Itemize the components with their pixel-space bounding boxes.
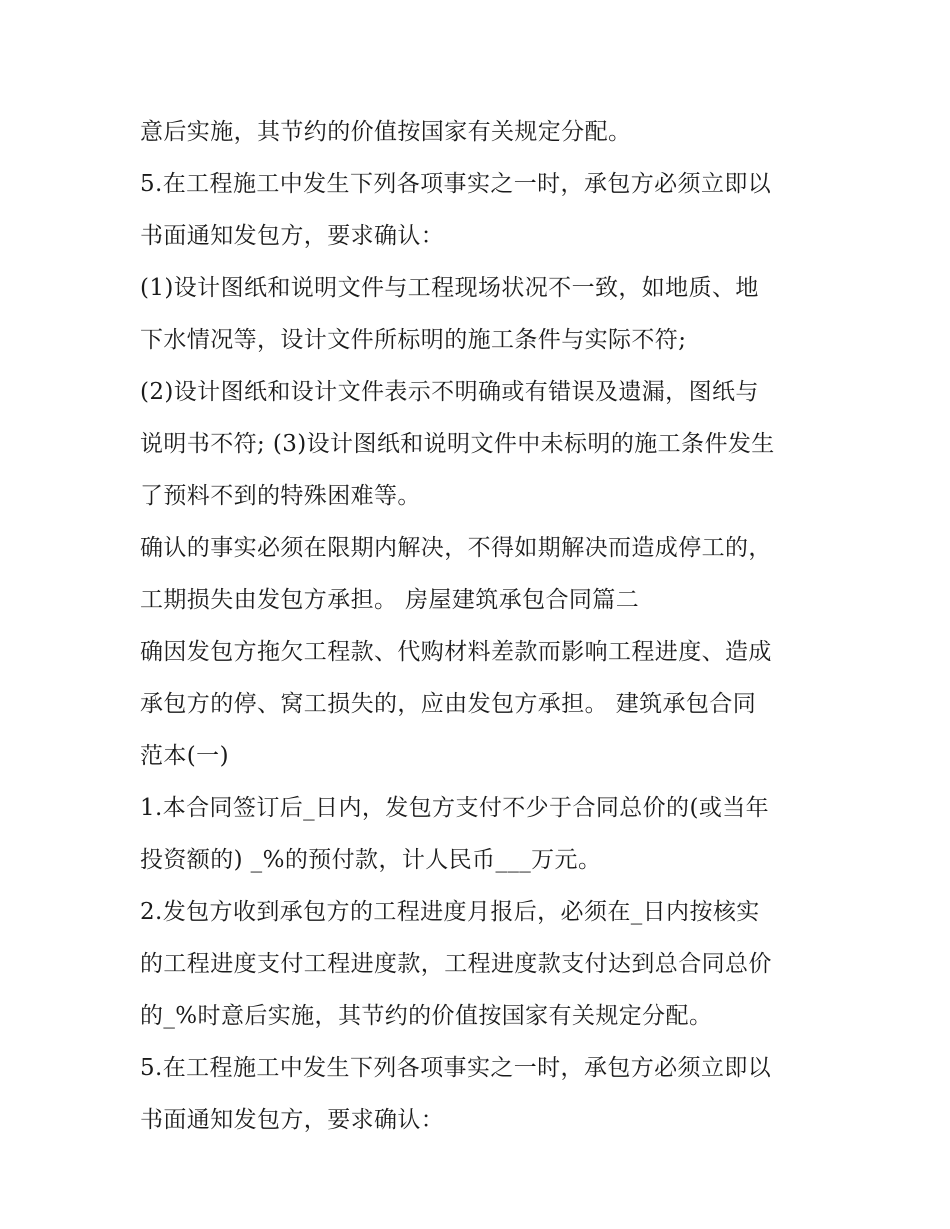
text-line: 意后实施，其节约的价值按国家有关规定分配。	[140, 119, 632, 145]
text-line: 1.本合同签订后_日内，发包方支付不少于合同总价的(或当年	[140, 795, 770, 821]
text-line: 确因发包方拖欠工程款、代购材料差款而影响工程进度、造成	[140, 639, 772, 665]
text-line: 5.在工程施工中发生下列各项事实之一时，承包方必须立即以	[140, 1055, 772, 1081]
text-line: 书面通知发包方，要求确认：	[140, 1107, 445, 1133]
document-body	[140, 106, 830, 1146]
text-line: (1)设计图纸和说明文件与工程现场状况不一致，如地质、地	[140, 275, 759, 301]
text-line: 的工程进度支付工程进度款，工程进度款支付达到总合同总价	[140, 951, 772, 977]
text-line: 5.在工程施工中发生下列各项事实之一时，承包方必须立即以	[140, 171, 772, 197]
text-line: 承包方的停、窝工损失的，应由发包方承担。 建筑承包合同	[140, 691, 757, 717]
text-line: (2)设计图纸和设计文件表示不明确或有错误及遗漏，图纸与	[140, 379, 759, 405]
text-line: 范本(一)	[140, 743, 229, 769]
text-line: 说明书不符; (3)设计图纸和说明文件中未标明的施工条件发生	[140, 431, 775, 457]
text-line: 了预料不到的特殊困难等。	[140, 483, 421, 509]
text-line: 工期损失由发包方承担。 房屋建筑承包合同篇二	[140, 587, 640, 613]
text-line: 投资额的) _%的预付款，计人民币___万元。	[140, 847, 602, 873]
text-line: 的_%时意后实施，其节约的价值按国家有关规定分配。	[140, 1003, 713, 1029]
text-line: 确认的事实必须在限期内解决，不得如期解决而造成停工的，	[140, 535, 772, 561]
text-line: 书面通知发包方，要求确认：	[140, 223, 445, 249]
text-line: 下水情况等，设计文件所标明的施工条件与实际不符;	[140, 327, 687, 353]
text-line: 2.发包方收到承包方的工程进度月报后，必须在_日内按核实	[140, 899, 760, 925]
